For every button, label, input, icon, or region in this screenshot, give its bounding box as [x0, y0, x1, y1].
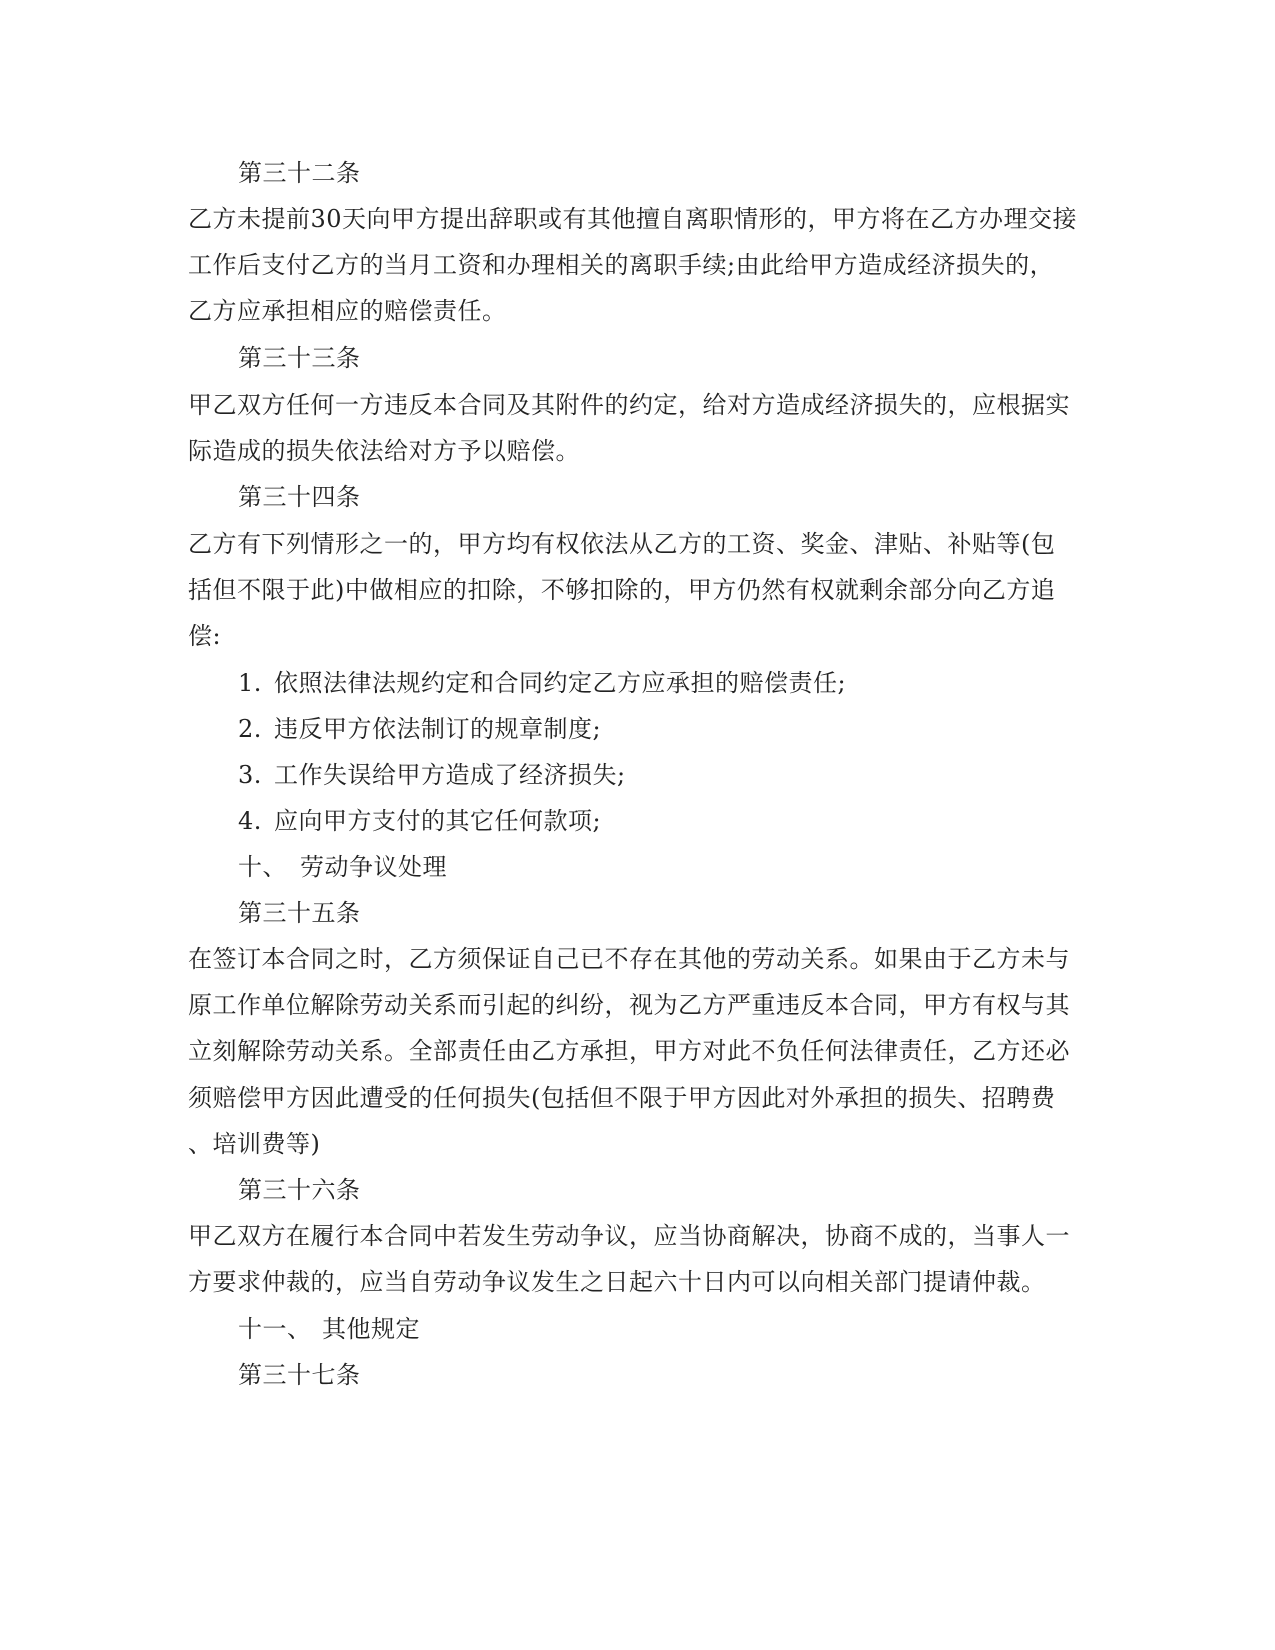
article-34-line-1: 乙方有下列情形之一的，甲方均有权依法从乙方的工资、奖金、津贴、补贴等(包 [188, 530, 1056, 558]
section-number: 十、 [238, 853, 287, 881]
article-32-heading: 第三十二条 [238, 159, 361, 187]
article-33-line-1: 甲乙双方任何一方违反本合同及其附件的约定，给对方造成经济损失的，应根据实 [188, 391, 1070, 419]
article-35-line-5: 、培训费等) [188, 1130, 321, 1158]
article-35-line-2: 原工作单位解除劳动关系而引起的纠纷，视为乙方严重违反本合同，甲方有权与其 [188, 991, 1070, 1019]
list-item [238, 806, 601, 836]
article-32-line-2: 工作后支付乙方的当月工资和办理相关的离职手续;由此给甲方造成经济损失的， [188, 251, 1055, 279]
list-item-number: 2. [238, 715, 262, 743]
list-item-number: 4. [238, 807, 262, 835]
article-32-line-1: 乙方未提前30天向甲方提出辞职或有其他擅自离职情形的，甲方将在乙方办理交接 [188, 205, 1078, 233]
article-35-line-3: 立刻解除劳动关系。全部责任由乙方承担，甲方对此不负任何法律责任，乙方还必 [188, 1037, 1070, 1065]
section-title: 劳动争议处理 [300, 853, 447, 881]
article-34-line-2: 括但不限于此)中做相应的扣除，不够扣除的，甲方仍然有权就剩余部分向乙方追 [188, 576, 1056, 604]
list-item-text: 工作失误给甲方造成了经济损失; [274, 761, 626, 789]
article-36-heading: 第三十六条 [238, 1176, 361, 1204]
article-35-heading: 第三十五条 [238, 899, 361, 927]
list-item-number: 1. [238, 669, 262, 697]
article-33-heading: 第三十三条 [238, 344, 361, 372]
article-35-line-4: 须赔偿甲方因此遭受的任何损失(包括但不限于甲方因此对外承担的损失、招聘费 [188, 1084, 1056, 1112]
list-item-number: 3. [238, 761, 262, 789]
section-10-heading [238, 852, 447, 882]
article-33-line-2: 际造成的损失依法给对方予以赔偿。 [188, 437, 580, 465]
list-item-text: 依照法律法规约定和合同约定乙方应承担的赔偿责任; [274, 669, 847, 697]
article-37-heading: 第三十七条 [238, 1361, 361, 1389]
article-36-line-2: 方要求仲裁的，应当自劳动争议发生之日起六十日内可以向相关部门提请仲裁。 [188, 1268, 1046, 1296]
article-32-line-3: 乙方应承担相应的赔偿责任。 [188, 297, 507, 325]
section-11-heading [238, 1314, 420, 1344]
article-36-line-1: 甲乙双方在履行本合同中若发生劳动争议，应当协商解决，协商不成的，当事人一 [188, 1222, 1070, 1250]
article-34-heading: 第三十四条 [238, 483, 361, 511]
list-item-text: 违反甲方依法制订的规章制度; [274, 715, 602, 743]
list-item-text: 应向甲方支付的其它任何款项; [274, 807, 602, 835]
article-34-line-3: 偿: [188, 622, 222, 650]
section-title: 其他规定 [322, 1315, 420, 1343]
list-item [238, 760, 626, 790]
section-number: 十一、 [238, 1315, 312, 1343]
article-35-line-1: 在签订本合同之时，乙方须保证自己已不存在其他的劳动关系。如果由于乙方未与 [188, 945, 1070, 973]
list-item [238, 668, 846, 698]
list-item [238, 714, 601, 744]
